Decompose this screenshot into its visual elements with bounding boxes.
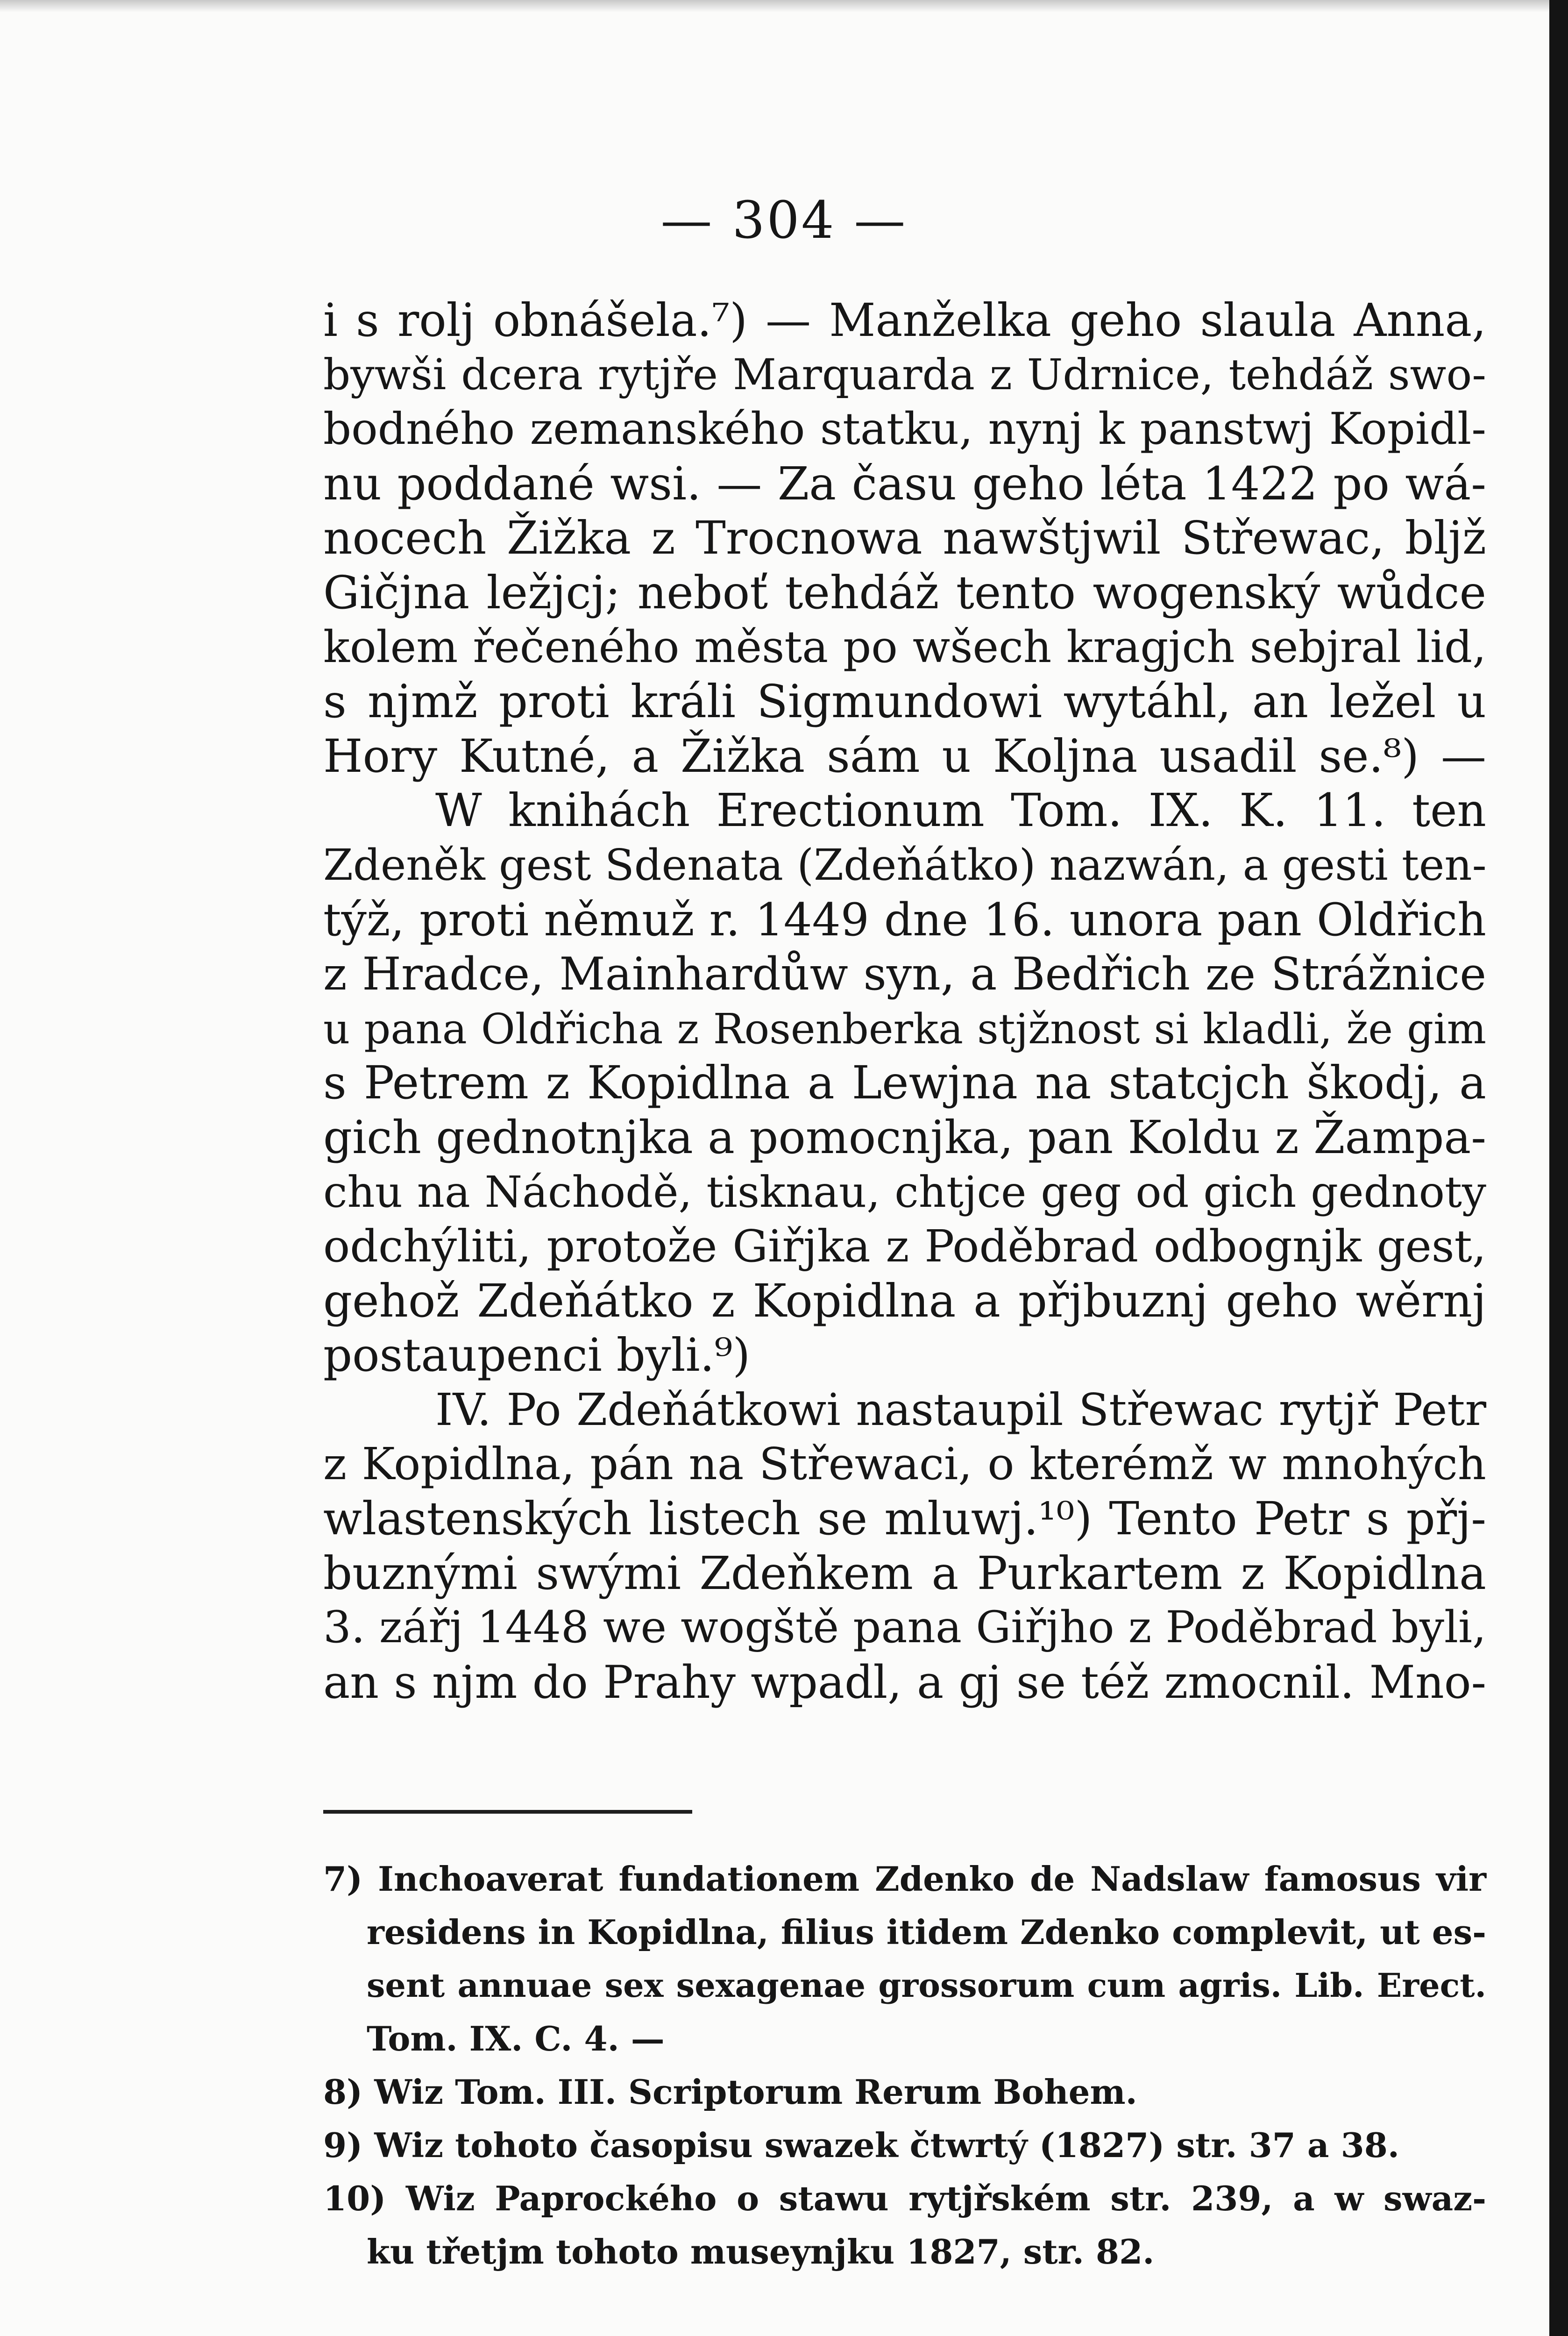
text-line: bywši dcera rytjře Marquarda z Udrnice, tehdáž swo-	[323, 350, 1486, 399]
paragraph-end-line: postaupenci byli.⁹)	[323, 1329, 751, 1382]
footnote-7	[323, 1852, 1486, 2065]
text-line: Gičjna ležjcj; neboť tehdáž tento wogenský wůdce	[323, 566, 1486, 619]
footnote-line: residens in Kopidlna, filius itidem Zdenko complevit, ut es-	[367, 1912, 1486, 1952]
footnote-8	[323, 2065, 1486, 2119]
footnote-line: Tom. IX. C. 4. —	[367, 2019, 665, 2058]
footnote-line: ku třetjm tohoto museynjku 1827, str. 82.	[367, 2232, 1155, 2272]
footnote-separator-rule	[323, 1810, 692, 1814]
footnotes	[323, 1852, 1486, 2279]
text-line: u pana Oldřicha z Rosenberka stjžnost si kladli, že gim	[323, 1004, 1486, 1053]
text-line: nocech Žižka z Trocnowa nawštjwil Střewac, bljž	[323, 512, 1486, 565]
text-line: gich gednotnjka a pomocnjka, pan Koldu z Žampa-	[323, 1111, 1486, 1164]
footnote-9	[323, 2119, 1486, 2172]
paragraph-start-line: IV. Po Zdeňátkowi nastaupil Střewac rytjř Petr	[435, 1384, 1486, 1436]
text-line: s Petrem z Kopidlna a Lewjna na statcjch škodj, a	[323, 1056, 1486, 1110]
paragraph-start-line: W knihách Erectionum Tom. IX. K. 11. ten	[435, 784, 1486, 837]
text-line: z Hradce, Mainhardůw syn, a Bedřich ze Strážnice	[323, 948, 1486, 1001]
text-line: nu poddané wsi. — Za času geho léta 1422 po wá-	[323, 457, 1486, 510]
text-line: odchýliti, protože Giřjka z Poděbrad odbognjk gest,	[323, 1221, 1486, 1273]
text-line: 3. zářj 1448 we wogště pana Giřjho z Poděbrad byli,	[323, 1602, 1486, 1653]
text-line: Hory Kutné, a Žižka sám u Koljna usadil se.⁸) —	[323, 729, 1486, 783]
text-line: an s njm do Prahy wpadl, a gj se též zmocnil. Mno-	[323, 1656, 1486, 1709]
footnote-line: 8) Wiz Tom. III. Scriptorum Rerum Bohem.	[323, 2072, 1137, 2112]
text-line: buznými swými Zdeňkem a Purkartem z Kopidlna	[323, 1546, 1486, 1600]
page-number: — 304 —	[660, 190, 908, 250]
text-line: týž, proti němuž r. 1449 dne 16. unora pan Oldřich	[323, 893, 1486, 946]
text-line: chu na Náchodě, tisknau, chtjce geg od gich gednoty	[323, 1167, 1486, 1217]
text-line: bodného zemanského statku, nynj k panstwj Kopidl-	[323, 404, 1486, 455]
page-top-edge-shadow	[0, 0, 1568, 12]
text-line: gehož Zdeňátko z Kopidlna a přjbuznj geho wěrnj	[323, 1274, 1486, 1327]
footnote-line: 9) Wiz tohoto časopisu swazek čtwrtý (1827) str. 37 a 38.	[323, 2125, 1399, 2165]
text-line: s njmž proti králi Sigmundowi wytáhl, an ležel u	[323, 675, 1486, 728]
footnote-line: 7) Inchoaverat fundationem Zdenko de Nadslaw famosus vir	[323, 1859, 1486, 1899]
text-line: i s rolj obnášela.⁷) — Manželka geho slaula Anna,	[323, 294, 1486, 347]
page-right-edge	[1549, 0, 1568, 2336]
text-line: Zdeněk gest Sdenata (Zdeňátko) nazwán, a gesti ten-	[323, 840, 1487, 890]
main-text	[323, 293, 1486, 1709]
footnote-line: 10) Wiz Paprockého o stawu rytjřském str. 239, a w swaz-	[323, 2179, 1486, 2218]
footnote-line: sent annuae sex sexagenae grossorum cum agris. Lib. Erect.	[367, 1966, 1486, 2005]
text-line: wlastenských listech se mluwj.¹⁰) Tento Petr s přj-	[323, 1492, 1486, 1545]
footnote-10	[323, 2172, 1486, 2279]
text-line: kolem řečeného města po wšech kragjch sebjral lid,	[323, 621, 1486, 673]
text-line: z Kopidlna, pán na Střewaci, o kterémž w mnohých	[323, 1439, 1486, 1490]
